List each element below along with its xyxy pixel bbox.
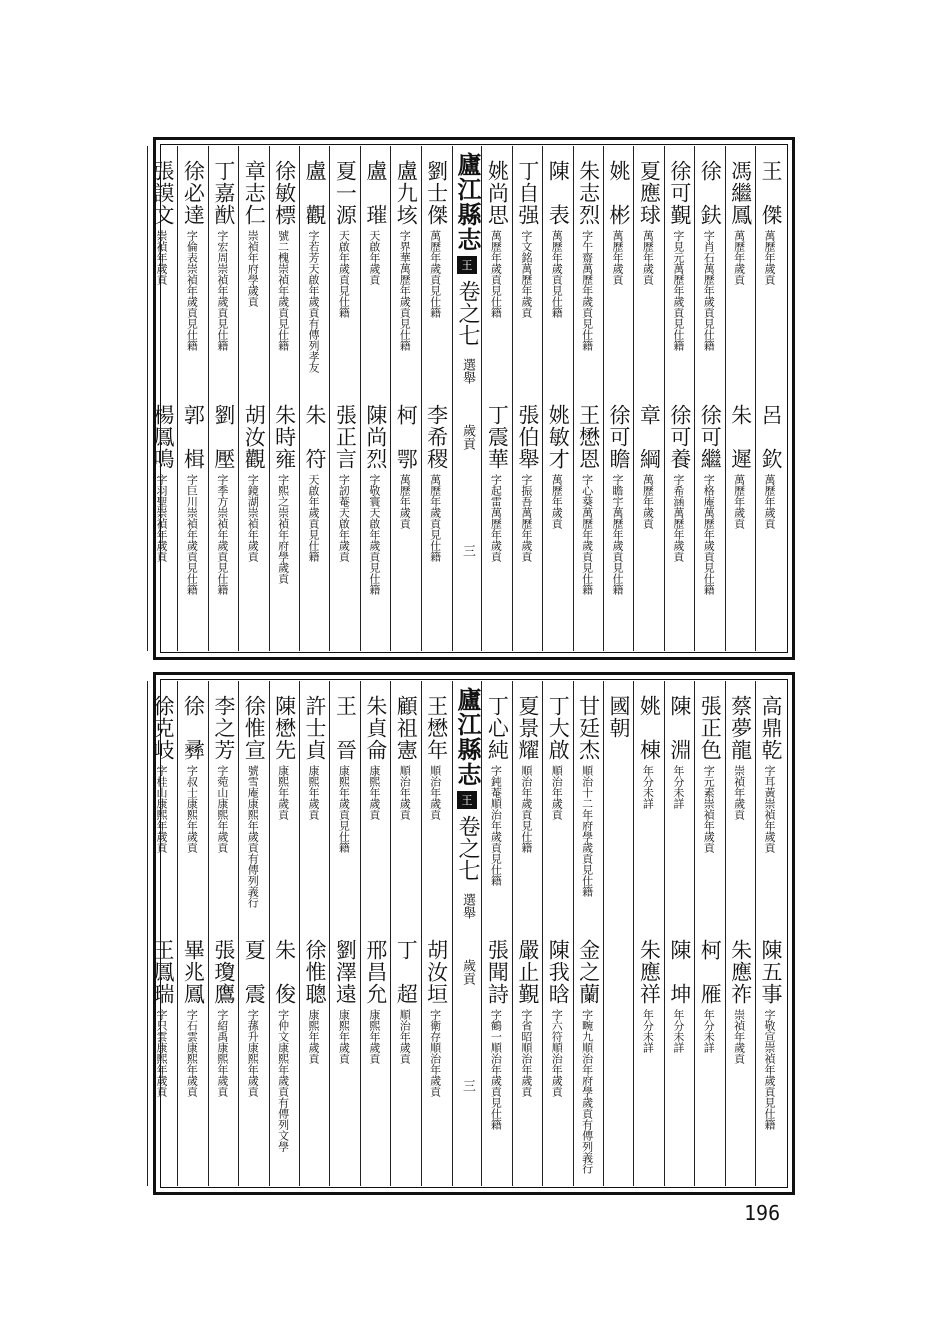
name-lower: 王鳳瑞	[151, 939, 175, 1005]
note-upper: 康熙年歲貢	[276, 765, 290, 820]
bottom-column	[299, 681, 330, 1186]
name-lower: 夏 震	[242, 939, 267, 1005]
note-upper: 萬歷年歲貢	[732, 230, 746, 285]
note-lower: 字鏡湖崇禎年歲貢	[246, 474, 260, 562]
top-column	[390, 146, 421, 651]
top-column	[269, 146, 300, 651]
note-upper: 崇禎年府學歲貢	[246, 230, 260, 307]
name-lower: 朱 俊	[272, 939, 297, 1005]
note-upper: 天啟年歲貢見仕籍	[337, 230, 351, 318]
name-upper: 陳懋先	[272, 695, 297, 761]
name-upper: 盧 璀	[363, 160, 388, 226]
name-upper: 王懋年	[424, 695, 449, 761]
title-strip	[452, 146, 482, 651]
name-lower: 朱時雍	[272, 404, 297, 470]
note-lower: 字羽聖崇禎年歲貢	[155, 474, 168, 562]
note-upper: 年分未詳	[671, 765, 685, 809]
top-column	[512, 146, 543, 651]
bottom-column	[177, 681, 208, 1186]
name-lower: 朱應祥	[637, 939, 662, 1005]
note-upper: 萬歷年歲貢	[763, 230, 776, 285]
name-lower: 劉 壓	[211, 404, 236, 470]
name-upper: 高鼎乾	[759, 695, 783, 761]
name-upper: 盧 觀	[303, 160, 327, 226]
note-upper: 崇禎年歲貢	[155, 230, 168, 285]
juan-label: 卷之七	[455, 815, 480, 881]
name-lower: 陳 坤	[667, 939, 692, 1005]
name-upper: 姚 棟	[637, 695, 662, 761]
name-upper: 徐惟宣	[242, 695, 267, 761]
note-lower: 年分未詳	[702, 1009, 716, 1053]
note-lower: 字振吾萬歷年歲貢	[519, 474, 533, 562]
name-upper: 蔡夢龍	[728, 695, 753, 761]
note-lower: 萬歷年歲貢	[732, 474, 746, 529]
name-upper: 劉士傑	[424, 160, 449, 226]
note-lower: 年分未詳	[641, 1009, 655, 1053]
top-column	[208, 146, 239, 651]
name-lower: 張瓊鷹	[211, 939, 236, 1005]
note-upper: 字文銘萬歷年歲貢	[519, 230, 533, 318]
note-upper: 字耳黃崇禎年歲貢	[763, 765, 776, 853]
name-upper: 徐必達	[181, 160, 206, 226]
subsection-label: 歲貢	[460, 959, 475, 985]
name-lower: 劉澤遠	[333, 939, 358, 1005]
name-upper: 朱貞侖	[363, 695, 388, 761]
note-lower: 字敬寰天啟年歲貢見仕籍	[367, 474, 381, 595]
folio-number: 三	[460, 1079, 475, 1092]
top-column	[177, 146, 208, 651]
name-upper: 顧祖憲	[394, 695, 419, 761]
name-upper: 國朝	[607, 695, 631, 739]
section-label: 選舉	[460, 893, 475, 919]
top-page-panel	[153, 137, 795, 660]
name-lower: 金之蘭	[576, 939, 601, 1005]
note-lower: 萬歷年歲貢	[763, 474, 776, 529]
top-column	[694, 146, 725, 651]
bottom-column	[329, 681, 360, 1186]
name-upper: 陳 淵	[667, 695, 692, 761]
note-lower: 字訒菴天啟年歲貢	[337, 474, 351, 562]
name-lower: 丁 超	[394, 939, 419, 1005]
note-upper: 字界華萬歷年歲貢見仕籍	[398, 230, 412, 351]
note-lower: 字起雷萬歷年歲貢	[489, 474, 503, 562]
note-lower: 年分未詳	[671, 1009, 685, 1053]
bottom-column	[542, 681, 573, 1186]
note-lower: 字畹九順治年府學歲貢有傳列義行	[580, 1009, 594, 1174]
note-lower: 字仲文康熙年歲貢有傳列文學	[276, 1009, 290, 1152]
note-lower: 天啟年歲貢見仕籍	[307, 474, 320, 562]
note-upper: 康熙年歲貢見仕籍	[337, 765, 351, 853]
name-lower: 陳尚烈	[363, 404, 388, 470]
note-upper: 萬歷年歲貢	[611, 230, 624, 285]
note-upper: 萬歷年歲貢	[641, 230, 655, 285]
name-upper: 姚 彬	[607, 160, 631, 226]
note-lower: 字敬宣崇禎年歲貢見仕籍	[763, 1009, 776, 1130]
name-upper: 陳 表	[546, 160, 571, 226]
top-column	[329, 146, 360, 651]
note-upper: 字倫表崇禎年歲貢見仕籍	[185, 230, 199, 351]
name-upper: 張正色	[698, 695, 723, 761]
top-column	[360, 146, 391, 651]
bottom-column	[360, 681, 391, 1186]
note-lower: 字希涵萬歷年歲貢	[671, 474, 685, 562]
note-upper: 順治年歲貢	[398, 765, 412, 820]
name-lower: 王懋恩	[576, 404, 601, 470]
name-lower: 徐惟聰	[303, 939, 327, 1005]
book-title: 廬江縣志	[453, 687, 482, 787]
note-upper: 萬歷年歲貢見仕籍	[550, 230, 564, 318]
folio-number: 三	[460, 544, 475, 557]
name-upper: 朱志烈	[576, 160, 601, 226]
title-strip	[452, 681, 482, 1186]
name-lower: 李希稷	[424, 404, 449, 470]
bottom-column	[147, 681, 178, 1186]
name-lower: 朱 符	[303, 404, 327, 470]
bottom-column	[481, 681, 512, 1186]
note-upper: 字見元萬歷年歲貢見仕籍	[671, 230, 685, 351]
note-upper: 字宏周崇禎年歲貢見仕籍	[215, 230, 229, 351]
note-upper: 順治年歲貢見仕籍	[519, 765, 533, 853]
note-upper: 萬歷年歲貢見仕籍	[428, 230, 442, 318]
note-upper: 萬歷年歲貢見仕籍	[489, 230, 503, 318]
name-upper: 盧九垓	[394, 160, 419, 226]
note-lower: 康熙年歲貢	[307, 1009, 320, 1064]
name-upper: 徐敏標	[272, 160, 297, 226]
name-lower: 楊鳳鳴	[151, 404, 175, 470]
bottom-column	[390, 681, 421, 1186]
note-upper: 號雪庵康熙年歲貢有傳列義行	[246, 765, 260, 908]
bottom-column	[238, 681, 269, 1186]
page-number: 196	[744, 1201, 781, 1225]
section-label: 選舉	[460, 358, 475, 384]
note-upper: 字元素崇禎年歲貢	[702, 765, 716, 853]
note-upper: 年分未詳	[641, 765, 655, 809]
name-lower: 徐可繼	[698, 404, 723, 470]
name-upper: 徐 鈇	[698, 160, 723, 226]
top-column	[573, 146, 604, 651]
top-column	[421, 146, 452, 651]
name-lower: 郭 楫	[181, 404, 206, 470]
note-upper: 號二槐崇禎年歲貢見仕籍	[276, 230, 290, 351]
bottom-column	[512, 681, 543, 1186]
name-lower: 胡汝觀	[242, 404, 267, 470]
note-upper: 天啟年歲貢	[367, 230, 381, 285]
bottom-column	[694, 681, 725, 1186]
book-title: 廬江縣志	[453, 152, 482, 252]
note-lower: 萬歷年歲貢	[398, 474, 412, 529]
note-lower: 字格庵萬歷年歲貢見仕籍	[702, 474, 716, 595]
bottom-column	[664, 681, 695, 1186]
fish-tail-mark: 王	[457, 791, 477, 809]
note-lower: 字季方崇禎年歲貢見仕籍	[215, 474, 229, 595]
note-upper: 字菀山康熙年歲貢	[215, 765, 229, 853]
top-column	[633, 146, 664, 651]
name-upper: 王 傑	[759, 160, 783, 226]
note-upper: 順治年歲貢	[428, 765, 442, 820]
note-lower: 字紹禹康熙年歲貢	[215, 1009, 229, 1097]
note-lower: 字六符順治年歲貢	[550, 1009, 564, 1097]
top-column	[481, 146, 512, 651]
note-lower: 萬歷年歲貢見仕籍	[428, 474, 442, 562]
name-upper: 李之芳	[211, 695, 236, 761]
note-lower: 字巨川崇禎年歲貢見仕籍	[185, 474, 199, 595]
note-lower: 字只雲康熙年歲貢	[155, 1009, 168, 1097]
top-column	[664, 146, 695, 651]
name-lower: 姚敏才	[546, 404, 571, 470]
name-upper: 徐可覲	[667, 160, 692, 226]
top-column	[542, 146, 573, 651]
bottom-column	[421, 681, 452, 1186]
top-column	[603, 146, 634, 651]
name-lower: 張伯舉	[515, 404, 540, 470]
name-lower: 張聞詩	[485, 939, 510, 1005]
note-upper: 字鈍菴順治年歲貢見仕籍	[489, 765, 503, 886]
name-upper: 王 晉	[333, 695, 358, 761]
note-upper: 崇禎年歲貢	[732, 765, 746, 820]
name-lower: 朱應祚	[728, 939, 753, 1005]
note-lower: 康熙年歲貢	[367, 1009, 381, 1064]
note-lower: 字鶴一順治年歲貢見仕籍	[489, 1009, 503, 1130]
name-lower: 丁震華	[485, 404, 510, 470]
name-lower: 徐可養	[667, 404, 692, 470]
note-lower: 字蓀升康熙年歲貢	[246, 1009, 260, 1097]
name-upper: 甘廷杰	[576, 695, 601, 761]
name-upper: 徐 彞	[181, 695, 206, 761]
name-lower: 胡汝垣	[424, 939, 449, 1005]
bottom-column	[633, 681, 664, 1186]
note-lower: 字省昭順治年歲貢	[519, 1009, 533, 1097]
name-upper: 丁大啟	[546, 695, 571, 761]
top-column	[299, 146, 330, 651]
note-upper: 字叔士康熙年歲貢	[185, 765, 199, 853]
name-upper: 徐克岐	[151, 695, 175, 761]
bottom-column	[573, 681, 604, 1186]
bottom-column	[603, 681, 634, 1186]
name-upper: 丁嘉猷	[211, 160, 236, 226]
name-lower: 張正言	[333, 404, 358, 470]
name-lower: 陳我晗	[546, 939, 571, 1005]
name-lower: 嚴止覲	[515, 939, 540, 1005]
note-lower: 字瞻宇萬歷年歲貢見仕籍	[611, 474, 624, 595]
bottom-column	[755, 681, 786, 1186]
name-lower: 畢兆鳳	[181, 939, 206, 1005]
name-upper: 丁心純	[485, 695, 510, 761]
name-lower: 朱 遲	[728, 404, 753, 470]
name-upper: 姚尚思	[485, 160, 510, 226]
note-upper: 字若芳天啟年歲貢有傳列孝友	[307, 230, 320, 373]
bottom-column	[269, 681, 300, 1186]
note-upper: 字午齋萬歷年歲貢見仕籍	[580, 230, 594, 351]
name-lower: 陳五事	[759, 939, 783, 1005]
note-lower: 字衛存順治年歲貢	[428, 1009, 442, 1097]
name-upper: 夏應球	[637, 160, 662, 226]
subsection-label: 歲貢	[460, 424, 475, 450]
name-upper: 夏景耀	[515, 695, 540, 761]
note-lower: 崇禎年歲貢	[732, 1009, 746, 1064]
note-lower: 字石雲康熙年歲貢	[185, 1009, 199, 1097]
name-upper: 許士貞	[303, 695, 327, 761]
top-column	[725, 146, 756, 651]
name-lower: 邢昌允	[363, 939, 388, 1005]
note-lower: 康熙年歲貢	[337, 1009, 351, 1064]
name-upper: 丁自强	[515, 160, 540, 226]
name-upper: 夏一源	[333, 160, 358, 226]
fish-tail-mark: 王	[457, 256, 477, 274]
note-lower: 萬歷年歲貢	[641, 474, 655, 529]
top-column	[238, 146, 269, 651]
note-upper: 字肖石萬歷年歲貢見仕籍	[702, 230, 716, 351]
name-lower: 章 綱	[637, 404, 662, 470]
name-upper: 章志仁	[242, 160, 267, 226]
bottom-column	[725, 681, 756, 1186]
note-lower: 順治年歲貢	[398, 1009, 412, 1064]
name-upper: 張謨文	[151, 160, 175, 226]
note-lower: 字熙之崇禎年府學歲貢	[276, 474, 290, 584]
bottom-page-panel	[153, 672, 795, 1195]
name-upper: 馮繼鳳	[728, 160, 753, 226]
name-lower: 徐可瞻	[607, 404, 631, 470]
name-lower: 柯 雁	[698, 939, 723, 1005]
note-upper: 順治十二年府學歲貢見仕籍	[580, 765, 594, 897]
note-upper: 順治年歲貢	[550, 765, 564, 820]
bottom-column	[208, 681, 239, 1186]
juan-label: 卷之七	[455, 280, 480, 346]
name-lower: 呂 欽	[759, 404, 783, 470]
note-lower: 字心葵萬歷年歲貢見仕籍	[580, 474, 594, 595]
note-upper: 字桂山康熙年歲貢	[155, 765, 168, 853]
top-column	[147, 146, 178, 651]
note-lower: 萬歷年歲貢	[550, 474, 564, 529]
name-lower: 柯 鄂	[394, 404, 419, 470]
top-column	[755, 146, 786, 651]
note-upper: 康熙年歲貢	[307, 765, 320, 820]
note-upper: 康熙年歲貢	[367, 765, 381, 820]
